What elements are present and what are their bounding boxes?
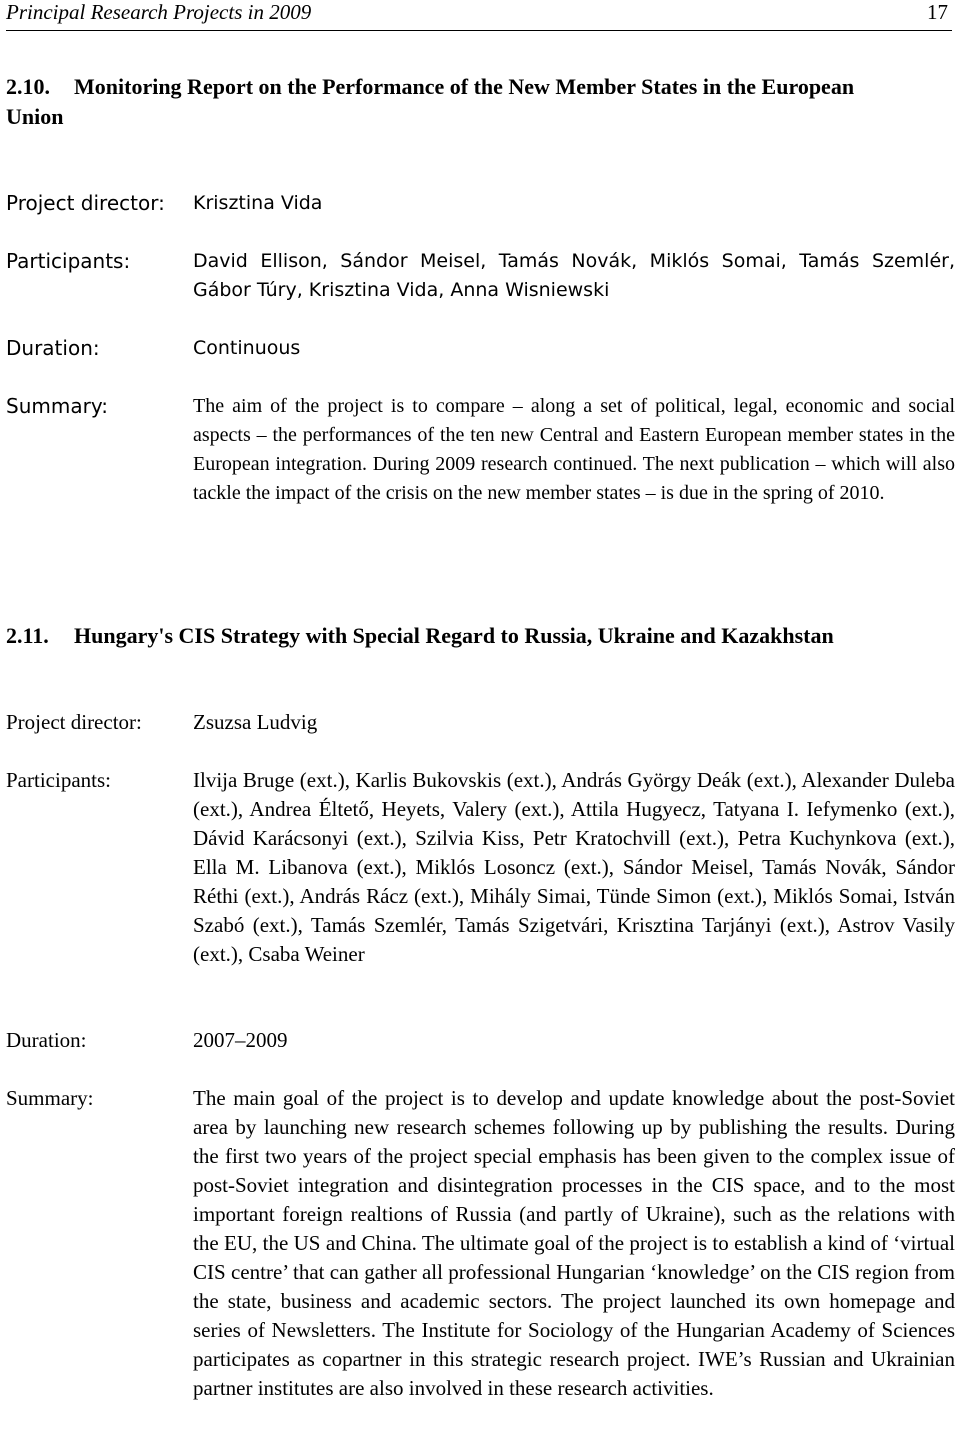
section-number: 2.11. bbox=[6, 623, 49, 648]
duration-value: 2007–2009 bbox=[193, 1028, 288, 1052]
director-label: Project director: bbox=[6, 710, 142, 734]
summary-value: The main goal of the project is to develop and update knowledge about the post-Soviet area by launching new research schemes following up by publishing the results. During the first two years of the project special emphasis has been given to the complex issue of post-Soviet integration and disintegration processes in the CIS space, and to the most important foreign realtions of Russia (and partly of Ukraine), such as the relations with the EU, the US and China. The ultimate goal of the project is to establish a kind of ‘virtual CIS centre’ that can gather all professional Hungarian ‘knowledge’ on the CIS region from the state, business and academic sectors. The project launched its own homepage and series of Newsletters. The Institute for Sociology of the Hungarian Academy of Sciences participates as copartner in this strategic research project. IWE’s Russian and Ukrainian partner institutes are also involved in these research activities. bbox=[193, 1086, 955, 1400]
summary-label: Summary: bbox=[6, 394, 108, 418]
participants-value: Ilvija Bruge (ext.), Karlis Bukovskis (ext.), András György Deák (ext.), Alexander Duleba (ext.), Andrea Éltető, Heyets, Valery (ext.), Attila Hugyecz, Tatyana I. Iefymenko (ext.), Dávid Karácsonyi (ext.), Szilvia Kiss, Petr Kratochvill (ext.), Petra Kuchynkova (ext.), Ella M. Libanova (ext.), Miklós Losoncz (ext.), Sándor Meisel, Tamás Novák, Sándor Réthi (ext.), András Rácz (ext.), Mihály Simai, Tünde Simon (ext.), Miklós Somai, István Szabó (ext.), Tamás Szemlér, Tamás Szigetvári, Krisztina Tarjányi (ext.), Astrov Vasily (ext.), Csaba Weiner bbox=[193, 768, 955, 966]
section-title-line2: Union bbox=[6, 104, 64, 129]
participants-label: Participants: bbox=[6, 768, 111, 792]
section-number: 2.10. bbox=[6, 74, 50, 99]
section-title-line1: Monitoring Report on the Performance of the New Member States in the European bbox=[74, 74, 855, 99]
section-title: Hungary's CIS Strategy with Special Regard to Russia, Ukraine and Kazakhstan bbox=[74, 623, 834, 648]
participants-label: Participants: bbox=[6, 249, 131, 273]
section-2-11-title bbox=[6, 621, 950, 651]
duration-label: Duration: bbox=[6, 1028, 87, 1052]
duration-value: Continuous bbox=[193, 337, 301, 359]
director-label: Project director: bbox=[6, 191, 165, 215]
section-2-10-title bbox=[6, 72, 950, 132]
participants-value: David Ellison, Sándor Meisel, Tamás Novák, Miklós Somai, Tamás Szemlér, Gábor Túry, Krisztina Vida, Anna Wisniewski bbox=[193, 250, 955, 301]
director-value: Krisztina Vida bbox=[193, 192, 323, 214]
director-value: Zsuzsa Ludvig bbox=[193, 710, 318, 734]
summary-value: The aim of the project is to compare – along a set of political, legal, economic and social aspects – the performances of the ten new Central and Eastern European member states in the European integration. During 2009 research continued. The next publication – which will also tackle the impact of the crisis on the new member states – is due in the spring of 2010. bbox=[193, 395, 955, 504]
running-header bbox=[6, 0, 952, 31]
duration-label: Duration: bbox=[6, 336, 100, 360]
page-number: 17 bbox=[927, 0, 948, 24]
header-title: Principal Research Projects in 2009 bbox=[6, 0, 312, 24]
summary-label: Summary: bbox=[6, 1086, 94, 1110]
